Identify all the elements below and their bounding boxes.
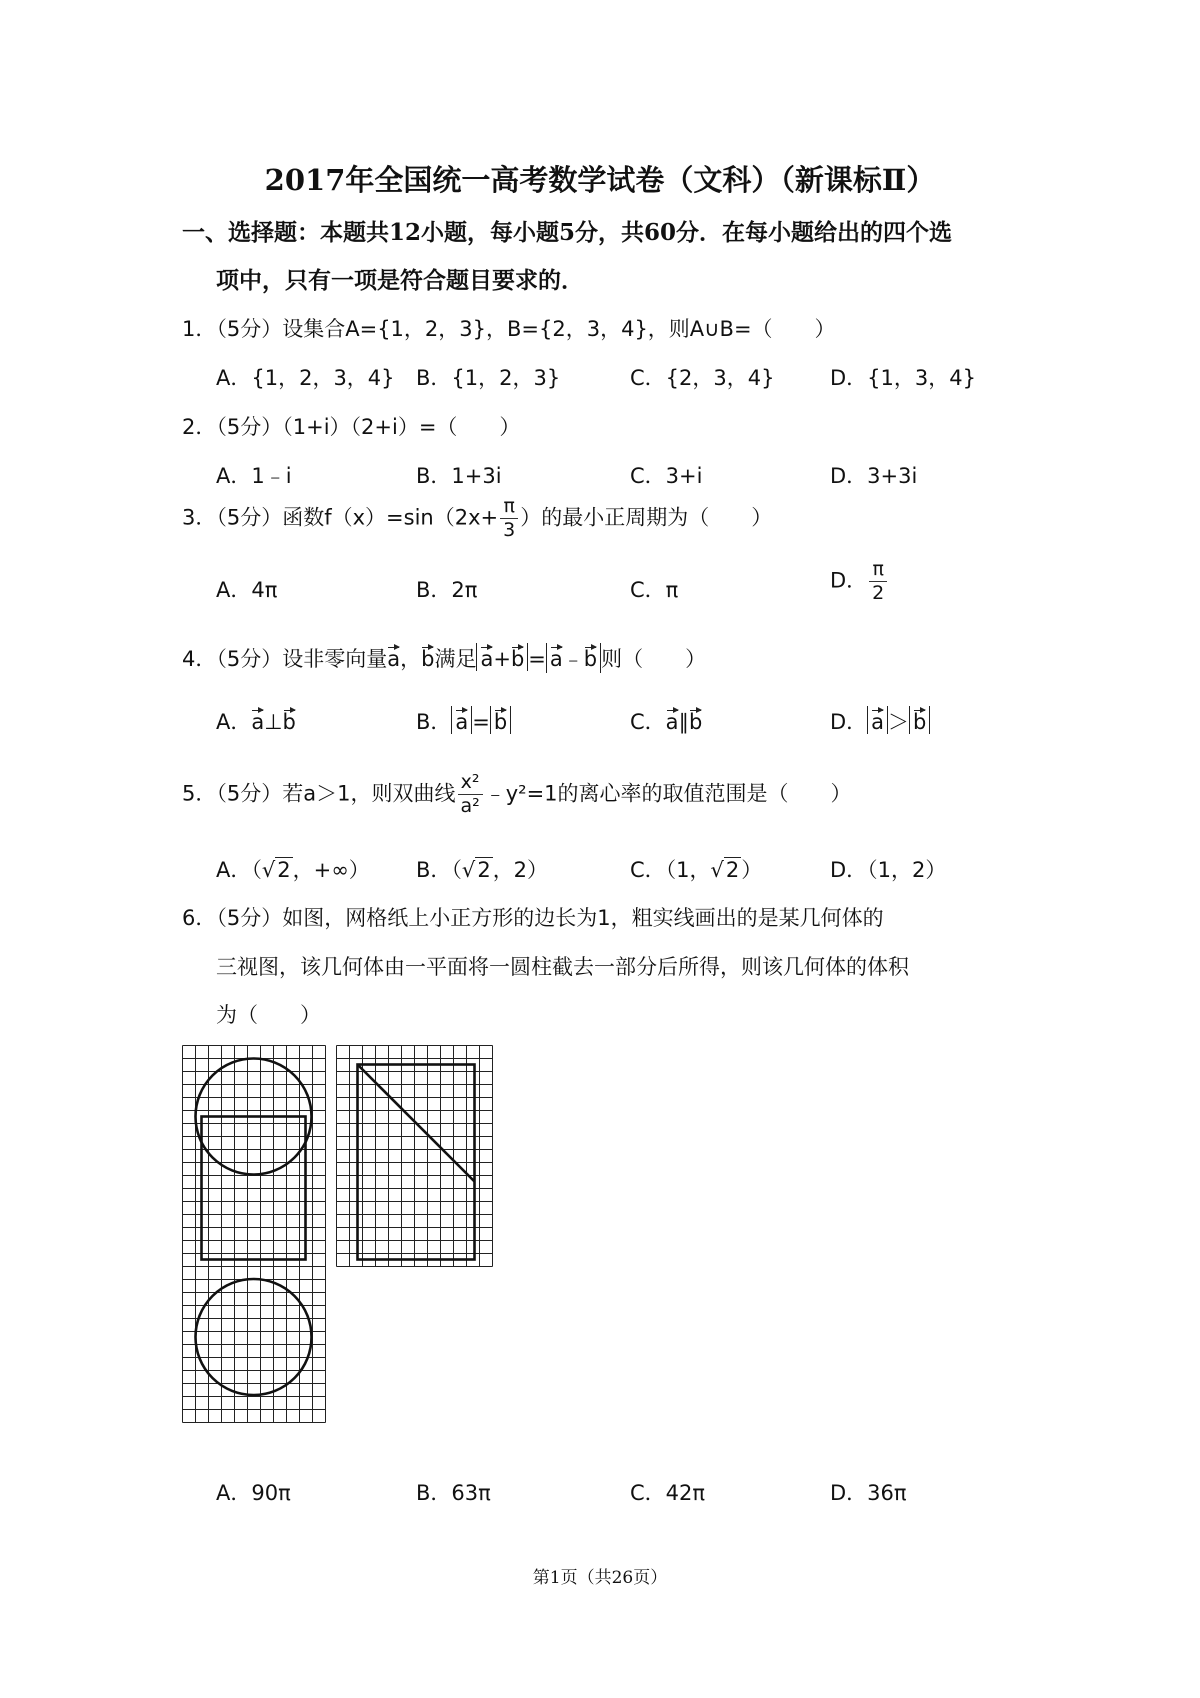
question-stem-post: ）的最小正周期为（ ） (520, 505, 773, 530)
option-label: B． (416, 710, 452, 734)
three-view-figure (182, 1045, 498, 1435)
option-label: A． (216, 710, 252, 734)
q2-option-c: C．3+i (630, 464, 703, 488)
q1-option-a: A．{1，2，3，4} (216, 366, 395, 390)
option-label: D． (830, 568, 868, 593)
abs-a-plus-b (476, 643, 528, 671)
q1-option-b: B．{1，2，3} (416, 366, 561, 390)
question-stem-post: 则（ ） (601, 647, 707, 671)
abs-a (451, 706, 472, 734)
question-1 (182, 313, 836, 343)
question-stem-post: ﹣y²=1的离心率的取值范围是（ ） (484, 781, 852, 806)
q1-option-d: D．{1，3，4} (830, 366, 976, 390)
vector-b: b (913, 706, 926, 734)
vector-a: a (666, 706, 679, 734)
fraction-denominator: a² (460, 795, 480, 817)
side-view-grid (337, 1046, 493, 1267)
vector-a: a (550, 643, 563, 671)
question-stem: （5分）设集合A={1，2，3}，B={2，3，4}，则A∪B=（ ） (216, 317, 836, 341)
q6-option-d: D．36π (830, 1481, 907, 1505)
q6-option-c: C．42π (630, 1481, 706, 1505)
radicand: 2 (725, 858, 740, 882)
q5-option-c (630, 854, 762, 884)
q2-option-b: B．1+3i (416, 464, 502, 488)
perpendicular-sign: ⊥ (264, 710, 283, 734)
sqrt-2: √2 (461, 858, 491, 882)
option-suffix: ） (741, 858, 763, 882)
vector-b: b (283, 706, 296, 734)
option-suffix: ，+∞） (292, 858, 370, 882)
section-heading-line2: 项中，只有一项是符合题目要求的． (216, 267, 584, 294)
section-heading-line1: 一、选择题：本题共12小题，每小题5分，共60分．在每小题给出的四个选 (182, 219, 953, 246)
abs-a (867, 706, 888, 734)
vector-a: a (455, 706, 468, 734)
question-stem-pre: （5分）函数f（x）=sin（2x+ (216, 505, 499, 530)
stem-mid: 满足 (434, 647, 477, 671)
abs-a-minus-b (546, 643, 601, 673)
question-number: 6． (182, 906, 217, 930)
vector-a: a (387, 643, 400, 671)
q4-option-d (830, 706, 930, 736)
question-number: 3． (182, 505, 217, 530)
minus-sign: ﹣ (562, 647, 584, 671)
abs-b (909, 706, 930, 734)
q1-option-c: C．{2，3，4} (630, 366, 775, 390)
q6-option-b: B．63π (416, 1481, 491, 1505)
page-footer: 第1页（共26页） (532, 1568, 668, 1588)
question-6-line2: 三视图，该几何体由一平面将一圆柱截去一部分后所得，则该几何体的体积 (216, 955, 909, 979)
q5-option-b (416, 854, 548, 884)
vector-a: a (480, 643, 493, 671)
q2-option-d: D．3+3i (830, 464, 918, 488)
question-5 (182, 773, 852, 816)
question-number: 1． (182, 317, 217, 341)
sqrt-2: √2 (710, 858, 740, 882)
greater-than-sign: ＞ (888, 710, 910, 734)
option-prefix: A．（ (216, 858, 262, 882)
question-2 (182, 411, 520, 441)
vector-b: b (494, 706, 507, 734)
equals-sign: = (472, 710, 490, 734)
question-6 (182, 902, 884, 932)
top-view-circle (196, 1279, 312, 1395)
option-label: D． (830, 710, 868, 734)
fraction-pi-over-2 (869, 560, 887, 603)
question-4 (182, 643, 706, 673)
front-view-grid (183, 1046, 326, 1267)
comma: ， (400, 647, 422, 671)
question-number: 5． (182, 781, 217, 806)
parallel-sign: ∥ (678, 710, 690, 734)
sqrt-2: √2 (261, 858, 291, 882)
question-stem-line1: （5分）如图，网格纸上小正方形的边长为1，粗实线画出的是某几何体的 (216, 906, 884, 930)
q5-option-d: D．（1，2） (830, 858, 947, 882)
fraction-numerator: x² (458, 773, 483, 795)
q2-option-a: A．1﹣i (216, 464, 292, 488)
fraction-denominator: 2 (872, 582, 885, 604)
q6-option-a: A．90π (216, 1481, 291, 1505)
vector-b: b (421, 643, 434, 671)
q3-option-d (830, 560, 889, 603)
vector-b: b (689, 706, 702, 734)
fraction-denominator: 3 (503, 519, 516, 541)
q4-option-c (630, 706, 702, 736)
question-stem: （5分）（1+i）（2+i）=（ ） (216, 415, 521, 439)
vector-a: a (871, 706, 884, 734)
question-3 (182, 497, 772, 540)
q4-option-a (216, 706, 296, 736)
radicand: 2 (277, 858, 291, 882)
fraction-x2-over-a2 (457, 773, 482, 816)
fraction-numerator: π (500, 497, 517, 519)
option-prefix: B．（ (416, 858, 462, 882)
abs-b (490, 706, 511, 734)
vector-a: a (251, 706, 264, 734)
q3-option-a: A．4π (216, 578, 278, 602)
option-suffix: ，2） (492, 858, 549, 882)
vector-b: b (511, 643, 524, 671)
fraction-numerator: π (869, 560, 886, 582)
question-number: 4． (182, 647, 217, 671)
q4-option-b (416, 706, 511, 736)
q3-option-b: B．2π (416, 578, 478, 602)
equals-sign: = (528, 647, 546, 671)
page-title: 2017年全国统一高考数学试卷（文科）（新课标Ⅱ） (264, 163, 936, 197)
top-view-grid (183, 1267, 326, 1423)
radicand: 2 (477, 858, 491, 882)
option-label: C． (630, 710, 666, 734)
question-6-line3: 为（ ） (216, 1003, 321, 1027)
fraction-pi-over-3 (500, 497, 518, 540)
option-prefix: C．（1， (630, 858, 711, 882)
plus-sign: + (493, 647, 511, 671)
question-number: 2． (182, 415, 217, 439)
q3-option-c: C．π (630, 578, 679, 602)
question-stem-pre: （5分）设非零向量 (216, 647, 388, 671)
question-stem-pre: （5分）若a＞1，则双曲线 (216, 781, 456, 806)
vector-b: b (584, 643, 597, 671)
q5-option-a (216, 854, 370, 884)
